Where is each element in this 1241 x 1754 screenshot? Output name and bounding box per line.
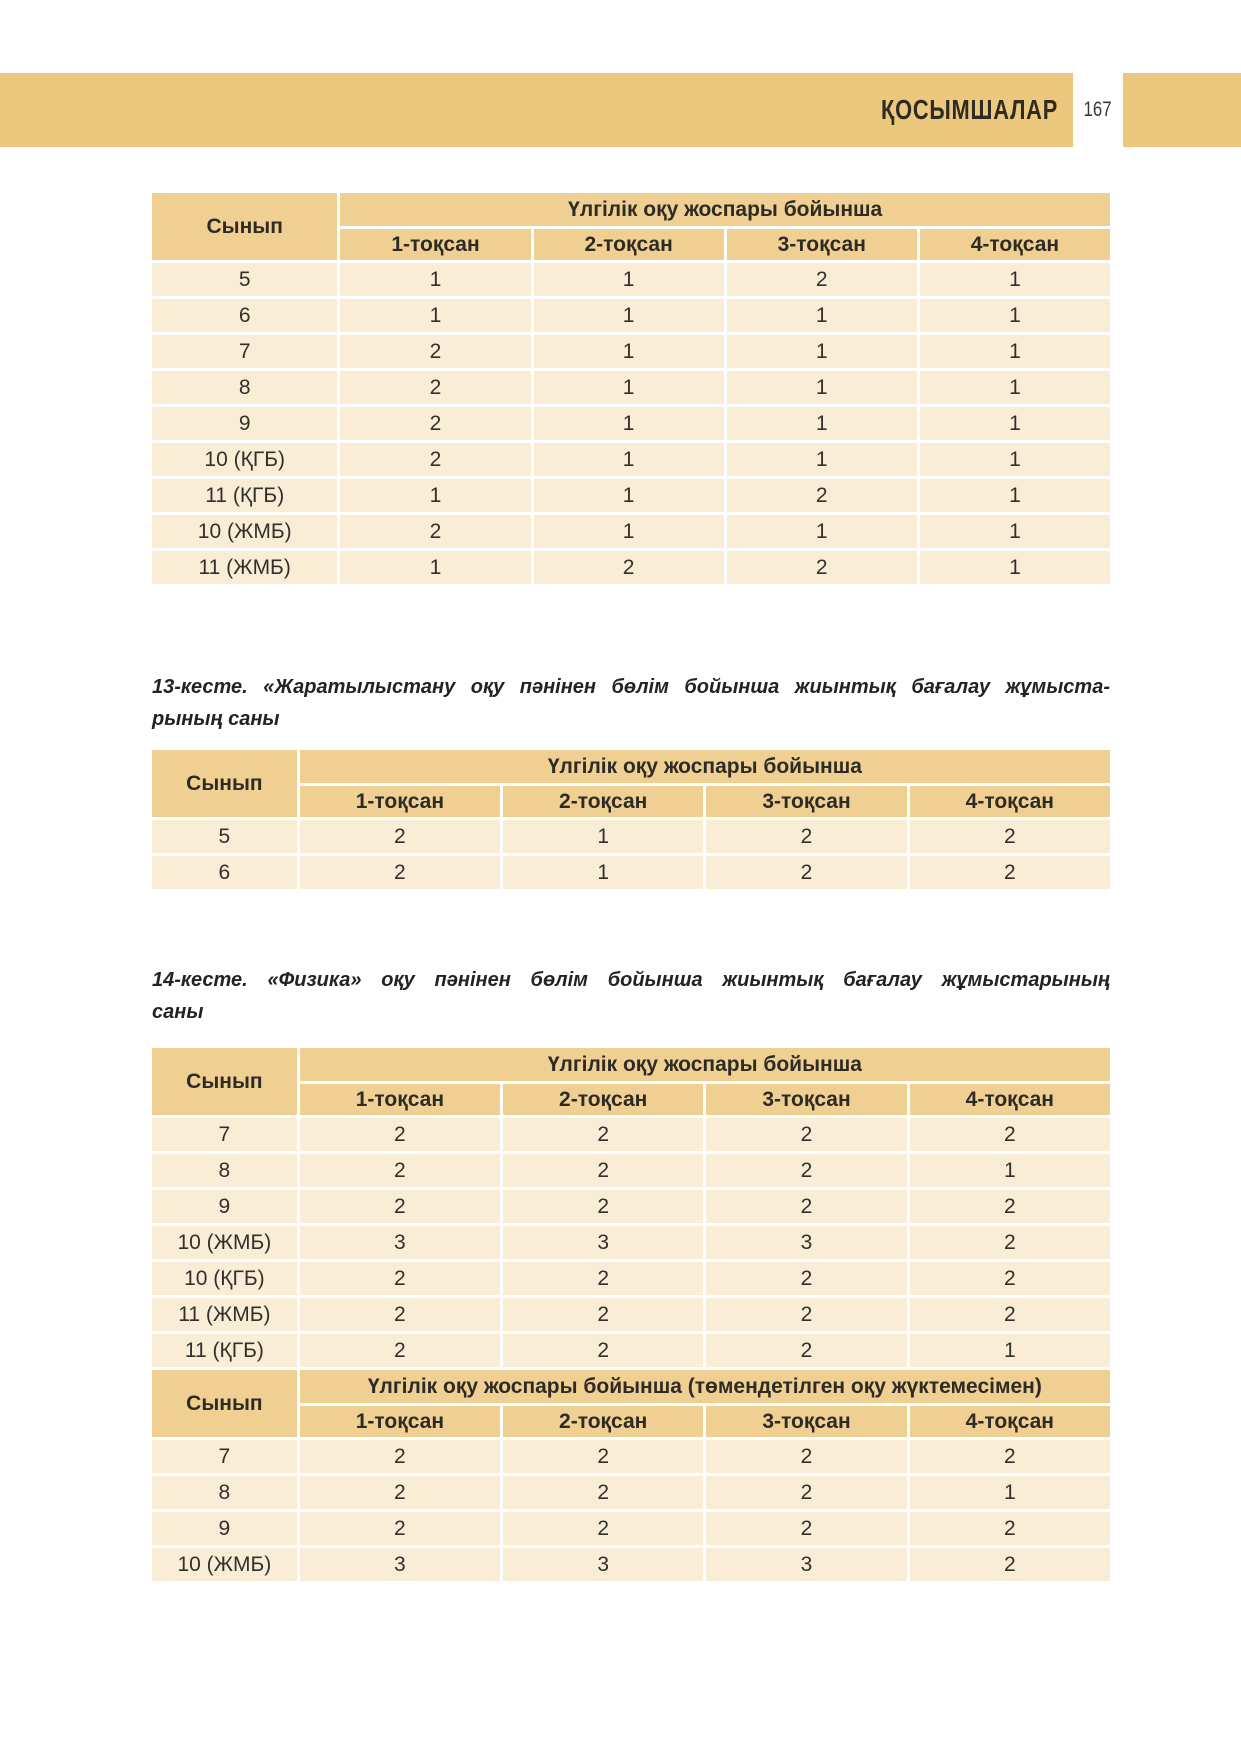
value-cell-q2: 2 (503, 1334, 703, 1367)
class-cell: 9 (152, 1190, 297, 1223)
value-cell-q1: 3 (300, 1226, 500, 1259)
caption-line: 14-кесте. «Физика» оқу пәнінен бөлім бойынша жиынтық бағалау жұмыстарының (152, 969, 1110, 991)
class-column-header: Сынып (152, 1370, 297, 1437)
value-cell-q3: 2 (706, 1298, 906, 1331)
plan-column-header: Үлгілік оқу жоспары бойынша (300, 1048, 1110, 1081)
class-cell: 11 (ЖМБ) (152, 1298, 297, 1331)
value-cell-q1: 2 (300, 1476, 500, 1509)
table-12 (149, 190, 1113, 587)
value-cell-q4: 1 (920, 479, 1110, 512)
class-cell: 10 (ЖМБ) (152, 1226, 297, 1259)
value-cell-q3: 2 (706, 856, 906, 889)
value-cell-q3: 3 (706, 1548, 906, 1581)
class-cell: 7 (152, 1440, 297, 1473)
quarter-2-header: 2-тоқсан (503, 1084, 703, 1115)
value-cell-q4: 2 (910, 1298, 1110, 1331)
page-number: 167 (1083, 98, 1113, 121)
class-cell: 10 (ҚГБ) (152, 1262, 297, 1295)
value-cell-q3: 2 (727, 479, 917, 512)
page-number-box (1073, 73, 1123, 147)
value-cell-q3: 1 (727, 299, 917, 332)
table-header-row-reduced (152, 1370, 1110, 1403)
caption-line: рының саны (152, 708, 280, 730)
quarter-2-header: 2-тоқсан (503, 786, 703, 817)
table-row (152, 1226, 1110, 1259)
value-cell-q1: 2 (300, 1440, 500, 1473)
header-bar-left (0, 73, 1073, 147)
table-row (152, 443, 1110, 476)
class-cell: 10 (ЖМБ) (152, 1548, 297, 1581)
value-cell-q1: 2 (300, 1190, 500, 1223)
value-cell-q4: 1 (920, 515, 1110, 548)
quarter-1-header: 1-тоқсан (300, 1084, 500, 1115)
value-cell-q1: 2 (300, 1334, 500, 1367)
quarter-3-header: 3-тоқсан (706, 786, 906, 817)
class-cell: 11 (ҚГБ) (152, 1334, 297, 1367)
value-cell-q4: 2 (910, 820, 1110, 853)
caption-line: саны (152, 1001, 204, 1023)
value-cell-q2: 2 (503, 1190, 703, 1223)
class-cell: 8 (152, 1154, 297, 1187)
quarter-4-header: 4-тоқсан (920, 229, 1110, 260)
class-cell: 10 (ҚГБ) (152, 443, 337, 476)
value-cell-q3: 2 (706, 820, 906, 853)
table-row (152, 1262, 1110, 1295)
quarter-4-header: 4-тоқсан (910, 1084, 1110, 1115)
table-14 (149, 1045, 1113, 1584)
table-row (152, 1190, 1110, 1223)
quarter-3-header: 3-тоқсан (706, 1406, 906, 1437)
plan-column-header-reduced: Үлгілік оқу жоспары бойынша (төмендетілген оқу жүктемесімен) (300, 1370, 1110, 1403)
value-cell-q2: 1 (534, 443, 724, 476)
value-cell-q2: 2 (503, 1154, 703, 1187)
value-cell-q4: 2 (910, 1226, 1110, 1259)
value-cell-q4: 2 (910, 1118, 1110, 1151)
table-14-caption (152, 964, 1110, 1028)
table-row (152, 820, 1110, 853)
table-row (152, 1334, 1110, 1367)
value-cell-q2: 1 (534, 515, 724, 548)
page-title: ҚОСЫМШАЛАР (880, 94, 1058, 125)
value-cell-q3: 1 (727, 371, 917, 404)
value-cell-q4: 2 (910, 856, 1110, 889)
class-cell: 7 (152, 335, 337, 368)
table-12-wrapper (149, 190, 1113, 587)
value-cell-q3: 2 (706, 1440, 906, 1473)
value-cell-q4: 1 (920, 299, 1110, 332)
quarter-3-header: 3-тоқсан (727, 229, 917, 260)
class-column-header: Сынып (152, 193, 337, 260)
value-cell-q3: 2 (727, 263, 917, 296)
quarter-4-header: 4-тоқсан (910, 786, 1110, 817)
value-cell-q2: 1 (534, 299, 724, 332)
table-row (152, 1476, 1110, 1509)
value-cell-q4: 1 (920, 551, 1110, 584)
class-cell: 8 (152, 1476, 297, 1509)
value-cell-q1: 2 (340, 443, 530, 476)
class-cell: 9 (152, 1512, 297, 1545)
class-cell: 7 (152, 1118, 297, 1151)
value-cell-q1: 2 (300, 1262, 500, 1295)
table-header-row (152, 193, 1110, 226)
value-cell-q3: 2 (706, 1512, 906, 1545)
table-row (152, 371, 1110, 404)
table-row (152, 551, 1110, 584)
value-cell-q1: 2 (300, 1298, 500, 1331)
value-cell-q3: 2 (706, 1118, 906, 1151)
value-cell-q3: 1 (727, 515, 917, 548)
table-13-wrapper (149, 747, 1113, 892)
value-cell-q1: 1 (340, 479, 530, 512)
table-row (152, 407, 1110, 440)
value-cell-q2: 1 (503, 856, 703, 889)
value-cell-q4: 1 (910, 1476, 1110, 1509)
value-cell-q2: 1 (534, 479, 724, 512)
value-cell-q1: 2 (300, 1512, 500, 1545)
value-cell-q2: 2 (503, 1440, 703, 1473)
quarter-1-header: 1-тоқсан (300, 786, 500, 817)
quarter-2-header: 2-тоқсан (534, 229, 724, 260)
table-row (152, 263, 1110, 296)
class-column-header: Сынып (152, 1048, 297, 1115)
class-cell: 5 (152, 263, 337, 296)
value-cell-q4: 1 (920, 263, 1110, 296)
value-cell-q2: 3 (503, 1548, 703, 1581)
value-cell-q3: 2 (706, 1334, 906, 1367)
value-cell-q1: 1 (340, 551, 530, 584)
table-row (152, 299, 1110, 332)
quarter-1-header: 1-тоқсан (340, 229, 530, 260)
class-cell: 11 (ЖМБ) (152, 551, 337, 584)
value-cell-q3: 1 (727, 443, 917, 476)
value-cell-q2: 1 (534, 371, 724, 404)
table-row (152, 1512, 1110, 1545)
quarter-2-header: 2-тоқсан (503, 1406, 703, 1437)
table-header-row (152, 1048, 1110, 1081)
value-cell-q4: 2 (910, 1512, 1110, 1545)
value-cell-q2: 2 (503, 1262, 703, 1295)
page-header-bar (0, 73, 1241, 147)
value-cell-q1: 3 (300, 1548, 500, 1581)
class-cell: 10 (ЖМБ) (152, 515, 337, 548)
value-cell-q4: 1 (910, 1154, 1110, 1187)
value-cell-q1: 2 (300, 1154, 500, 1187)
caption-line: 13-кесте. «Жаратылыстану оқу пәнінен бөлім бойынша жиынтық бағалау жұмыста- (152, 676, 1110, 698)
value-cell-q3: 2 (727, 551, 917, 584)
value-cell-q2: 1 (534, 407, 724, 440)
value-cell-q2: 2 (534, 551, 724, 584)
value-cell-q4: 1 (920, 371, 1110, 404)
table-row (152, 1298, 1110, 1331)
value-cell-q4: 2 (910, 1440, 1110, 1473)
class-cell: 9 (152, 407, 337, 440)
value-cell-q3: 2 (706, 1262, 906, 1295)
table-row (152, 1154, 1110, 1187)
table-row (152, 479, 1110, 512)
value-cell-q3: 2 (706, 1190, 906, 1223)
table-13-caption (152, 671, 1110, 735)
class-cell: 6 (152, 856, 297, 889)
value-cell-q2: 2 (503, 1298, 703, 1331)
value-cell-q1: 2 (340, 335, 530, 368)
class-column-header: Сынып (152, 750, 297, 817)
value-cell-q1: 2 (340, 515, 530, 548)
value-cell-q1: 2 (340, 407, 530, 440)
table-row (152, 1440, 1110, 1473)
value-cell-q3: 1 (727, 407, 917, 440)
table-row (152, 1118, 1110, 1151)
class-cell: 5 (152, 820, 297, 853)
value-cell-q1: 2 (340, 371, 530, 404)
value-cell-q2: 2 (503, 1512, 703, 1545)
value-cell-q4: 1 (920, 335, 1110, 368)
value-cell-q2: 2 (503, 1476, 703, 1509)
table-row (152, 515, 1110, 548)
value-cell-q2: 1 (534, 335, 724, 368)
value-cell-q3: 2 (706, 1154, 906, 1187)
value-cell-q2: 3 (503, 1226, 703, 1259)
value-cell-q4: 2 (910, 1262, 1110, 1295)
value-cell-q4: 2 (910, 1548, 1110, 1581)
value-cell-q4: 1 (920, 407, 1110, 440)
value-cell-q4: 1 (910, 1334, 1110, 1367)
value-cell-q4: 1 (920, 443, 1110, 476)
table-13 (149, 747, 1113, 892)
value-cell-q2: 1 (534, 263, 724, 296)
value-cell-q3: 2 (706, 1476, 906, 1509)
value-cell-q1: 2 (300, 1118, 500, 1151)
value-cell-q2: 2 (503, 1118, 703, 1151)
table-row (152, 856, 1110, 889)
value-cell-q3: 3 (706, 1226, 906, 1259)
quarter-4-header: 4-тоқсан (910, 1406, 1110, 1437)
value-cell-q4: 2 (910, 1190, 1110, 1223)
table-14-wrapper (149, 1045, 1113, 1584)
class-cell: 8 (152, 371, 337, 404)
table-header-row (152, 750, 1110, 783)
value-cell-q1: 1 (340, 299, 530, 332)
value-cell-q3: 1 (727, 335, 917, 368)
value-cell-q1: 2 (300, 820, 500, 853)
class-cell: 11 (ҚГБ) (152, 479, 337, 512)
quarter-1-header: 1-тоқсан (300, 1406, 500, 1437)
table-row (152, 335, 1110, 368)
quarter-3-header: 3-тоқсан (706, 1084, 906, 1115)
value-cell-q1: 2 (300, 856, 500, 889)
plan-column-header: Үлгілік оқу жоспары бойынша (340, 193, 1110, 226)
table-row (152, 1548, 1110, 1581)
class-cell: 6 (152, 299, 337, 332)
value-cell-q2: 1 (503, 820, 703, 853)
value-cell-q1: 1 (340, 263, 530, 296)
header-bar-right (1123, 73, 1241, 147)
plan-column-header: Үлгілік оқу жоспары бойынша (300, 750, 1110, 783)
